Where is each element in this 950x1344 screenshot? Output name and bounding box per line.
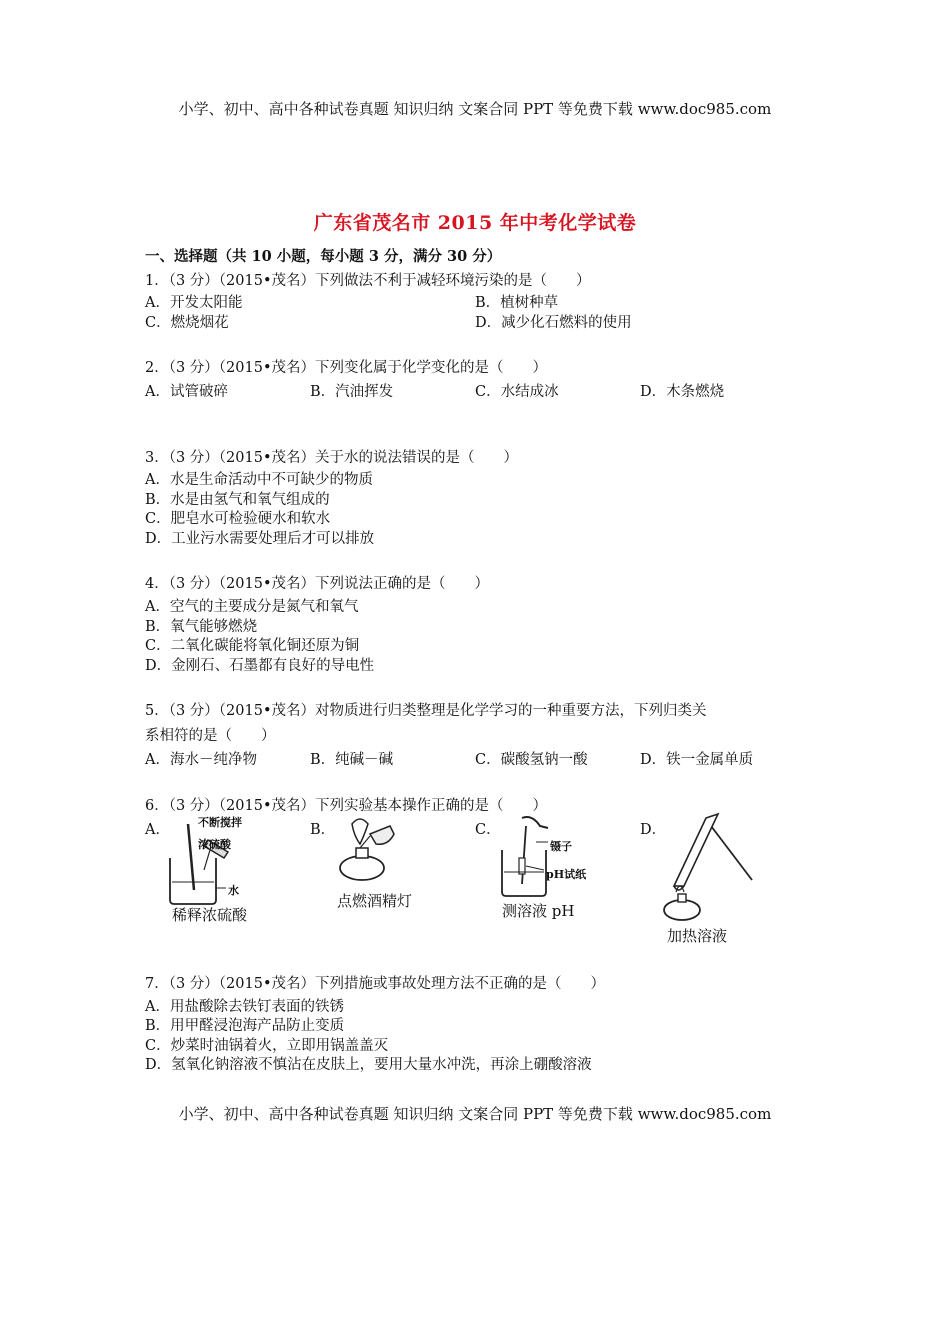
q6-option-c-label: C． xyxy=(475,822,501,838)
q5-option-a: A．海水－纯净物 xyxy=(145,752,257,768)
q2-option-a: A．试管破碎 xyxy=(145,384,228,400)
q5-option-c: C．碳酸氢钠一酸 xyxy=(475,752,588,768)
q1-stem: 1．（3 分）（2015•茂名）下列做法不利于减轻环境污染的是（ ） xyxy=(145,273,591,289)
fig-a-label-acid: 浓硫酸 xyxy=(198,838,231,851)
fig-c-caption: 测溶液 pH xyxy=(502,902,575,920)
header-banner: 小学、初中、高中各种试卷真题 知识归纳 文案合同 PPT 等免费下载 www.doc985.com xyxy=(178,100,772,118)
q4-option-c: C．二氧化碳能将氧化铜还原为铜 xyxy=(145,638,360,654)
ph-test-illustration xyxy=(492,814,602,900)
q5-option-b: B．纯碱－碱 xyxy=(310,752,394,768)
heating-illustration xyxy=(660,814,760,924)
q1-option-a: A．开发太阳能 xyxy=(145,295,243,311)
fig-b-caption: 点燃酒精灯 xyxy=(337,892,413,910)
q5-option-d: D．铁一金属单质 xyxy=(640,752,754,768)
q1-option-b: B．植树种草 xyxy=(475,295,559,311)
q7-option-c: C．炒菜时油锅着火，立即用锅盖盖灭 xyxy=(145,1038,389,1054)
fig-a-label-stir: 不断搅拌 xyxy=(198,816,242,829)
q7-option-b: B．用甲醛浸泡海产品防止变质 xyxy=(145,1018,345,1034)
q3-stem: 3．（3 分）（2015•茂名）关于水的说法错误的是（ ） xyxy=(145,450,519,466)
q7-stem: 7．（3 分）（2015•茂名）下列措施或事故处理方法不正确的是（ ） xyxy=(145,976,606,992)
q6-option-d-label: D． xyxy=(640,822,667,838)
q1-option-d: D．减少化石燃料的使用 xyxy=(475,315,632,331)
figure-alcohol-lamp xyxy=(330,814,420,886)
q5-stem-line1: 5．（3 分）（2015•茂名）对物质进行归类整理是化学学习的一种重要方法，下列归类关 xyxy=(145,703,707,719)
fig-a-caption: 稀释浓硫酸 xyxy=(172,906,248,924)
fig-d-caption: 加热溶液 xyxy=(667,927,728,945)
q7-option-d: D．氢氧化钠溶液不慎沾在皮肤上，要用大量水冲洗，再涂上硼酸溶液 xyxy=(145,1057,592,1073)
fig-c-label-tweezers: 镊子 xyxy=(550,840,572,853)
q1-option-c: C．燃烧烟花 xyxy=(145,315,229,331)
q2-stem: 2．（3 分）（2015•茂名）下列变化属于化学变化的是（ ） xyxy=(145,360,548,376)
section-heading: 一、选择题（共 10 小题，每小题 3 分，满分 30 分） xyxy=(145,248,502,265)
q4-option-d: D．金刚石、石墨都有良好的导电性 xyxy=(145,658,375,674)
q7-option-a: A．用盐酸除去铁钉表面的铁锈 xyxy=(145,999,344,1015)
q4-option-a: A．空气的主要成分是氮气和氧气 xyxy=(145,599,359,615)
fig-c-label-paper: pH试纸 xyxy=(546,868,587,881)
q2-option-b: B．汽油挥发 xyxy=(310,384,394,400)
figure-ph-test xyxy=(492,814,602,900)
q3-option-c: C．肥皂水可检验硬水和软水 xyxy=(145,511,331,527)
q2-option-c: C．水结成冰 xyxy=(475,384,559,400)
q3-option-d: D．工业污水需要处理后才可以排放 xyxy=(145,531,375,547)
q6-option-a-label: A． xyxy=(145,822,170,838)
q2-option-d: D．木条燃烧 xyxy=(640,384,725,400)
fig-a-label-water: 水 xyxy=(228,884,239,897)
q5-stem-line2: 系相符的是（ ） xyxy=(145,728,276,744)
q3-option-a: A．水是生命活动中不可缺少的物质 xyxy=(145,472,373,488)
q3-option-b: B．水是由氢气和氧气组成的 xyxy=(145,492,330,508)
alcohol-lamp-illustration xyxy=(330,814,420,886)
q6-option-b-label: B． xyxy=(310,822,336,838)
q4-option-b: B．氧气能够燃烧 xyxy=(145,619,258,635)
figure-heating xyxy=(660,814,760,924)
exam-title: 广东省茂名市 2015 年中考化学试卷 xyxy=(313,212,637,234)
footer-banner: 小学、初中、高中各种试卷真题 知识归纳 文案合同 PPT 等免费下载 www.doc985.com xyxy=(178,1105,772,1123)
q6-stem: 6．（3 分）（2015•茂名）下列实验基本操作正确的是（ ） xyxy=(145,798,548,814)
q4-stem: 4．（3 分）（2015•茂名）下列说法正确的是（ ） xyxy=(145,576,490,592)
